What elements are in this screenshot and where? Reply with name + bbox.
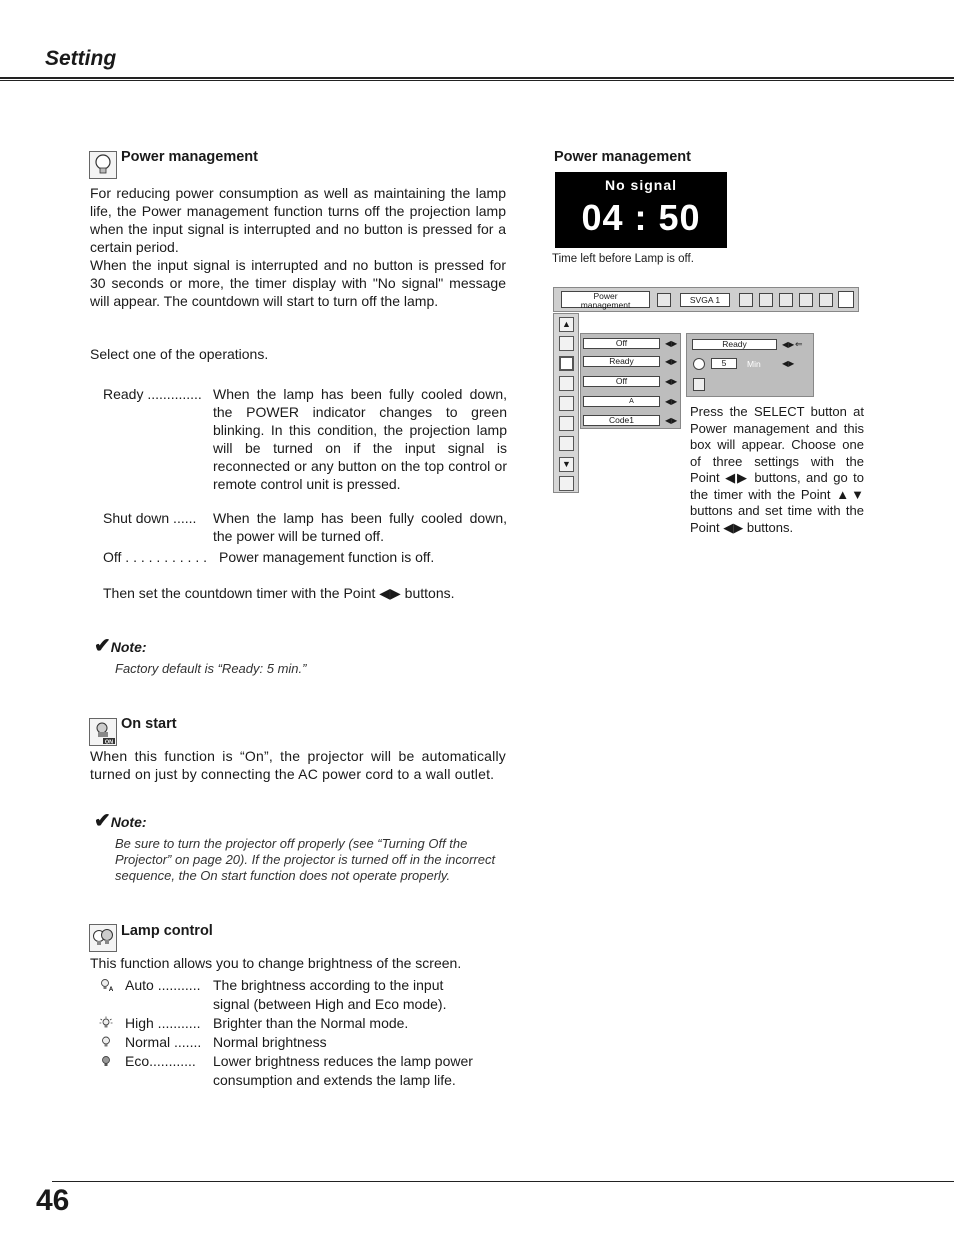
lamp-mode-auto-cont <box>99 995 519 1014</box>
note-label: Note: <box>110 639 147 655</box>
sidebar-icon <box>559 416 574 431</box>
lamp-high-icon <box>99 1016 113 1030</box>
menu-pen-icon <box>838 291 854 308</box>
on-start-icon <box>89 718 117 746</box>
pm-select-text: Select one of the operations. <box>90 346 269 362</box>
header-rule-thin <box>0 80 954 81</box>
sidebar-icon <box>559 336 574 351</box>
submenu-value: Ready <box>583 356 660 367</box>
lamp-eco-icon <box>99 1054 113 1068</box>
menu-label: Power management <box>580 291 631 310</box>
pm-note <box>94 633 147 658</box>
mode-label: Eco............ <box>125 1053 196 1069</box>
power-management-popup <box>686 333 814 397</box>
option-desc: When the lamp has been fully cooled down, the POWER indicator changes to green blinking. In this condition, the projection lamp will be turned on if the input signal is reconnected or any button on the top control or remote control unit is pressed. <box>213 386 507 492</box>
popup-timer: 5 <box>711 358 737 369</box>
option-label: Ready .............. <box>103 386 202 402</box>
pm-note-text: Factory default is “Ready: 5 min.” <box>115 661 307 676</box>
option-label: Off . . . . . . . . . . . <box>103 549 207 565</box>
option-desc: When the lamp has been fully cooled down, the power will be turned off. <box>213 510 507 544</box>
osd-message: No signal <box>604 177 677 193</box>
down-arrow-icon: ▼ <box>559 457 574 472</box>
check-icon: ✔ <box>94 635 111 657</box>
submenu-value: Off <box>583 376 660 387</box>
left-right-arrows-icon: ◀▶ <box>665 377 678 386</box>
lamp-mode-normal <box>99 1033 519 1052</box>
menu-setting2-icon <box>819 293 833 307</box>
up-arrow-icon: ▲ <box>559 317 574 332</box>
pm-option-ready <box>103 385 507 511</box>
mode-desc-cont: signal (between High and Eco mode). <box>213 996 447 1012</box>
osd-submenu-panel <box>580 333 681 429</box>
menu-setting-icon <box>657 293 671 307</box>
lamp-control-icon <box>89 924 117 952</box>
pointer-icon: ⇐ <box>795 339 803 349</box>
footer-rule <box>52 1181 954 1182</box>
timer-icon <box>693 358 705 370</box>
mode-desc: The brightness according to the input <box>213 977 444 993</box>
menu-input-icon <box>739 293 753 307</box>
power-management-icon <box>89 151 117 179</box>
power-management-description <box>90 184 506 310</box>
on-start-note-text: Be sure to turn the projector off properly (see “Turning Off the Projector” on page 20). If the projector is turned off in the incorrect sequence, the On start function does not operate properly. <box>115 836 496 883</box>
right-instructions: Press the SELECT button at Power management and this box will appear. Choose one of three settings with the Point ◀▶ buttons, and go to the timer with the Point ▲▼ buttons and set time with the Point ◀▶ buttons. <box>690 404 864 535</box>
section-header-title: Setting <box>45 47 117 70</box>
option-desc: Power management function is off. <box>219 549 435 565</box>
check-icon: ✔ <box>94 810 111 832</box>
page-number: 46 <box>36 1184 70 1217</box>
submenu-value: Off <box>583 338 660 349</box>
popup-unit: Min <box>747 359 761 369</box>
pm-paragraph-1: For reducing power consumption as well as maintaining the lamp life, the Power management function turns off the projection lamp when the input signal is interrupted and no button is pressed for a certain period. <box>90 185 506 255</box>
svg-text:A: A <box>108 987 113 992</box>
mode-label: High ........... <box>125 1015 201 1031</box>
menu-label-box <box>561 291 650 308</box>
osd-timer: 04 : 50 <box>581 197 701 238</box>
osd-menu-bar <box>553 287 859 312</box>
pm-option-off <box>103 548 507 566</box>
lamp-mode-high <box>99 1014 519 1033</box>
exit-icon <box>693 378 705 391</box>
on-icon-label: ON <box>104 739 114 745</box>
power-management-title: Power management <box>121 149 258 165</box>
sidebar-icon <box>559 396 574 411</box>
submenu-value: Code1 <box>583 415 660 426</box>
key-icon <box>559 436 574 451</box>
lamp-control-title: Lamp control <box>121 923 213 939</box>
on-start-note <box>94 808 147 833</box>
menu-image-icon <box>779 293 793 307</box>
no-signal-osd <box>555 172 727 248</box>
submenu-lamp-auto-value: A <box>583 396 660 407</box>
left-right-arrows-icon: ◀▶ <box>782 359 795 368</box>
on-start-title: On start <box>121 716 177 732</box>
menu-source-box: SVGA 1 <box>680 293 730 307</box>
mode-desc: Normal brightness <box>213 1034 327 1050</box>
sidebar-icon <box>559 376 574 391</box>
lamp-icon <box>559 356 574 371</box>
left-right-arrows-icon: ◀▶ <box>665 416 678 425</box>
mode-label: Auto ........... <box>125 977 201 993</box>
menu-screen-icon <box>799 293 813 307</box>
lamp-control-description: This function allows you to change brightness of the screen. <box>90 955 462 971</box>
left-right-arrows-icon: ◀▶ <box>665 397 678 406</box>
lamp-auto-icon <box>99 978 113 992</box>
lamp-mode-eco <box>99 1052 519 1071</box>
menu-color-icon <box>759 293 773 307</box>
osd-menu-sidebar <box>553 313 579 493</box>
exit-icon <box>559 476 574 491</box>
on-start-description: When this function is “On”, the projector will be automatically turned on just by connecting the AC power cord to a wall outlet. <box>90 748 506 782</box>
mode-desc: Lower brightness reduces the lamp power <box>213 1053 473 1069</box>
mode-label: Normal ....... <box>125 1034 202 1050</box>
popup-value: Ready <box>692 339 777 350</box>
pm-option-shutdown <box>103 509 507 545</box>
left-right-arrows-icon: ◀▶ <box>665 339 678 348</box>
pm-paragraph-2: When the input signal is interrupted and no button is pressed for 30 seconds or more, the timer display with "No signal" message will appear. The countdown will start to turn off the lamp. <box>90 257 506 309</box>
header-rule <box>0 77 954 79</box>
left-right-arrows-icon: ◀▶ <box>782 340 795 349</box>
lamp-normal-icon <box>99 1035 113 1049</box>
right-power-management-title: Power management <box>554 149 691 165</box>
lamp-mode-eco-cont <box>99 1071 519 1090</box>
osd-caption: Time left before Lamp is off. <box>552 253 694 265</box>
lamp-mode-auto <box>99 976 519 995</box>
mode-desc-cont: consumption and extends the lamp life. <box>213 1072 456 1088</box>
note-label: Note: <box>110 814 147 830</box>
option-label: Shut down ...... <box>103 510 197 526</box>
mode-desc: Brighter than the Normal mode. <box>213 1015 409 1031</box>
pm-countdown-text: Then set the countdown timer with the Point ◀▶ buttons. <box>103 585 455 601</box>
left-right-arrows-icon: ◀▶ <box>665 357 678 366</box>
